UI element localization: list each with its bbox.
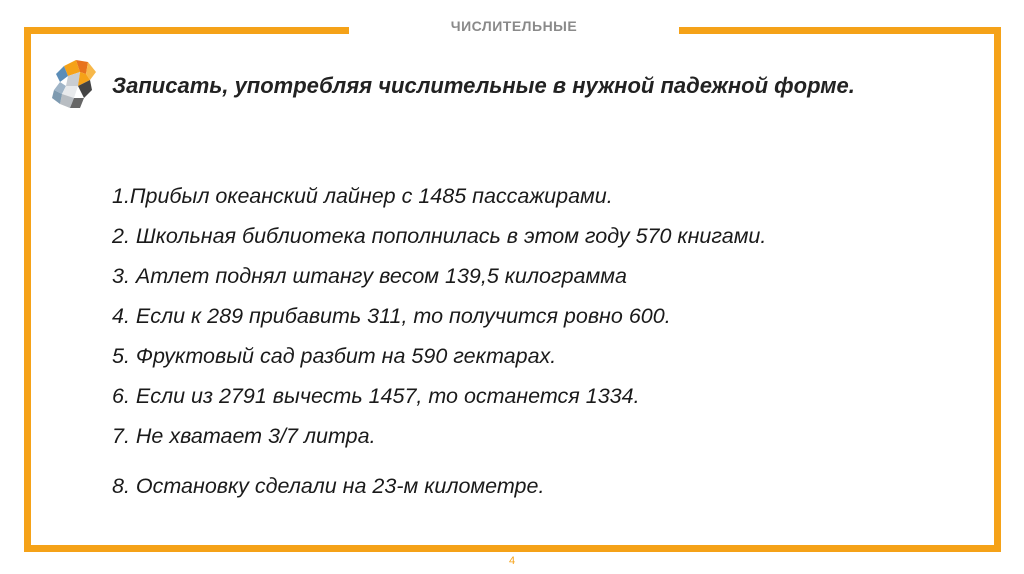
slide-header: ЧИСЛИТЕЛЬНЫЕ bbox=[450, 18, 578, 34]
frame-top-right bbox=[679, 27, 1001, 34]
task-title: Записать, употребляя числительные в нужной падежной форме. bbox=[112, 73, 855, 98]
sentence-6: 6. Если из 2791 вычесть 1457, то останется 1334. bbox=[112, 384, 640, 408]
frame-bottom bbox=[24, 545, 1001, 552]
frame-right bbox=[994, 27, 1001, 552]
sentence-3: 3. Атлет поднял штангу весом 139,5 килограмма bbox=[112, 264, 627, 288]
frame-top-left bbox=[24, 27, 349, 34]
sentence-4: 4. Если к 289 прибавить 311, то получится ровно 600. bbox=[112, 304, 671, 328]
page-number: 4 bbox=[508, 555, 516, 567]
sentence-list bbox=[112, 176, 972, 506]
sentence-5: 5. Фруктовый сад разбит на 590 гектарах. bbox=[112, 344, 557, 368]
sentence-8: 8. Остановку сделали на 23-м километре. bbox=[112, 474, 545, 498]
frame-left bbox=[24, 27, 31, 552]
sentence-1: 1.Прибыл океанский лайнер с 1485 пассажирами. bbox=[112, 184, 613, 208]
head-profile-icon bbox=[50, 58, 98, 110]
sentence-7: 7. Не хватает 3/7 литра. bbox=[112, 424, 376, 448]
sentence-2: 2. Школьная библиотека пополнилась в этом году 570 книгами. bbox=[112, 224, 767, 248]
